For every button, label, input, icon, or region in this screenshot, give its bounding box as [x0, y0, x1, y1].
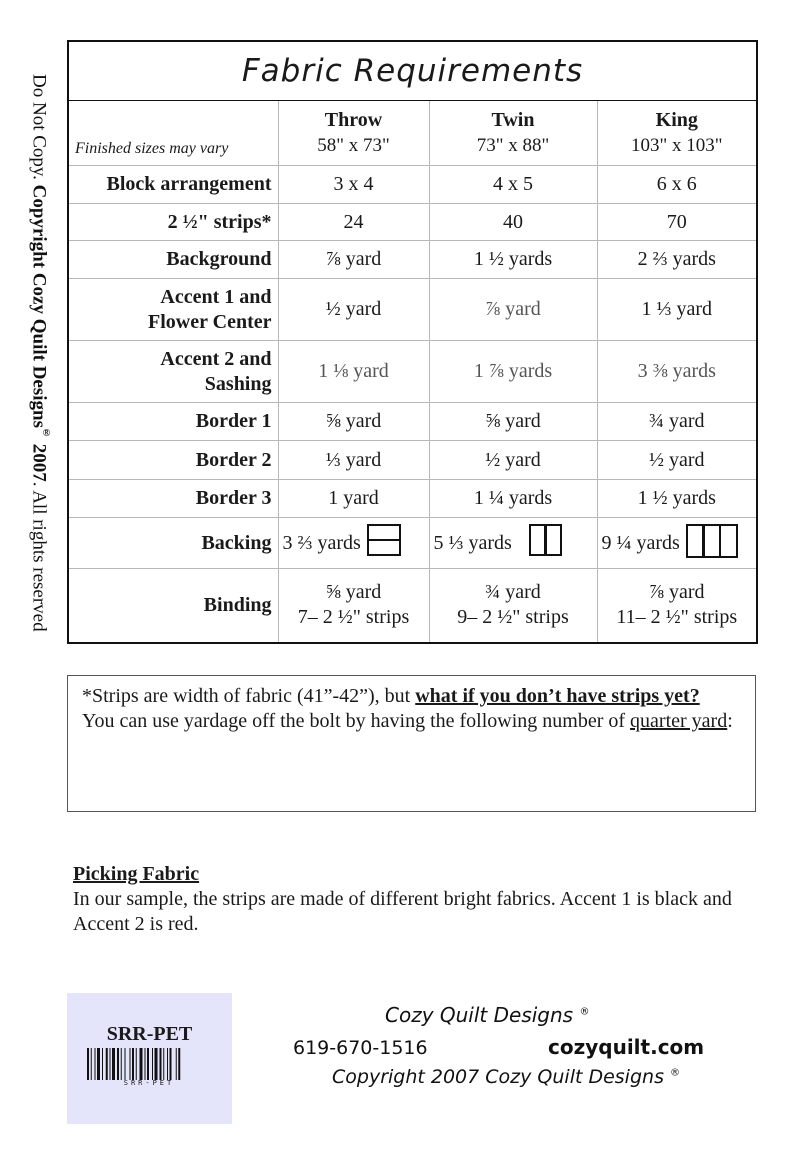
backing-panel — [367, 524, 401, 556]
cell-value: 6 x 6 — [597, 166, 757, 204]
cell-value: ½ yard — [278, 279, 429, 341]
table-row — [68, 518, 757, 569]
row-label: Binding — [68, 569, 278, 643]
strip-note-box — [67, 675, 756, 812]
backing-panel-icon — [367, 524, 401, 556]
table-row — [68, 204, 757, 241]
table-row — [68, 441, 757, 480]
cell-value: 2 ⅔ yards — [597, 241, 757, 279]
strip-note-colon: : — [727, 710, 733, 732]
cell-value: 3 x 4 — [278, 166, 429, 204]
binding-cell — [278, 569, 429, 643]
row-label-line: Sashing — [204, 372, 272, 395]
cell-value: ⅞ yard — [429, 279, 597, 341]
cell-value: ¾ yard — [485, 581, 541, 604]
cell-value: 1 ⅓ yard — [597, 279, 757, 341]
row-label: 2 ½" strips* — [68, 204, 278, 241]
cell-value: 24 — [278, 204, 429, 241]
cell-value: 1 ½ yards — [429, 241, 597, 279]
row-label: Background — [68, 241, 278, 279]
cell-value: 1 ¼ yards — [429, 480, 597, 518]
cell-value: ⅝ yard — [429, 403, 597, 441]
picking-fabric-heading: Picking Fabric — [73, 863, 200, 885]
footer-company — [385, 1003, 589, 1027]
cell-value: ⅝ yard — [325, 581, 382, 604]
footer-phone: 619-670-1516 — [293, 1037, 428, 1059]
cell-value-strips: 9– 2 ½" strips — [457, 606, 569, 629]
cell-value: 3 ⅜ yards — [597, 341, 757, 403]
backing-panel-icon — [529, 524, 563, 556]
size-header-row — [68, 101, 757, 166]
table-title: Fabric Requirements — [68, 41, 757, 101]
row-label — [68, 279, 278, 341]
cell-value: 1 ⅞ yards — [429, 341, 597, 403]
finished-size-note: Finished sizes may vary — [68, 101, 278, 166]
cell-value: ¾ yard — [597, 403, 757, 441]
product-code-box — [67, 993, 232, 1124]
cell-value: ⅓ yard — [278, 441, 429, 480]
table-row — [68, 166, 757, 204]
backing-cell — [597, 518, 757, 569]
row-label: Block arrangement — [68, 166, 278, 204]
cell-value: 1 ½ yards — [597, 480, 757, 518]
cell-value: ½ yard — [429, 441, 597, 480]
row-label: Border 3 — [68, 480, 278, 518]
registered-mark: ® — [670, 1067, 681, 1079]
row-label: Border 2 — [68, 441, 278, 480]
backing-panel — [719, 524, 738, 558]
binding-cell — [597, 569, 757, 643]
column-size: 103" x 103" — [631, 135, 723, 156]
strip-note-question: what if you don’t have strips yet? — [415, 685, 700, 707]
table-row — [68, 241, 757, 279]
barcode-icon — [87, 1048, 211, 1080]
cell-value: 1 yard — [278, 480, 429, 518]
table-row — [68, 341, 757, 403]
strip-note-text: *Strips are width of fabric (41”-42”), but — [82, 685, 416, 707]
cell-value: ½ yard — [597, 441, 757, 480]
cell-value: 3 ⅔ yards — [282, 531, 361, 554]
picking-fabric-body: In our sample, the strips are made of different bright fabrics. Accent 1 is black and Accent 2 is red. — [73, 888, 732, 935]
table-row — [68, 279, 757, 341]
cell-value: ⅞ yard — [278, 241, 429, 279]
fabric-requirements-table — [67, 40, 758, 644]
cell-value: 5 ⅓ yards — [433, 531, 512, 554]
cell-value: 1 ⅛ yard — [278, 341, 429, 403]
cell-value: ⅝ yard — [278, 403, 429, 441]
copyright-side-note: Do Not Copy. Copyright Cozy Quilt Designs® 2007. All rights reserved — [28, 74, 52, 632]
barcode-caption: SRR-PET — [123, 1079, 175, 1087]
backing-panel — [544, 524, 562, 556]
column-name: Twin — [491, 109, 535, 131]
cell-value-strips: 11– 2 ½" strips — [616, 606, 738, 629]
column-size: 58" x 73" — [317, 135, 390, 156]
footer-website: cozyquilt.com — [548, 1035, 705, 1059]
column-name: Throw — [324, 109, 383, 131]
cell-value: 4 x 5 — [429, 166, 597, 204]
cell-value: 40 — [429, 204, 597, 241]
row-label-line: Accent 1 and — [160, 285, 272, 308]
binding-cell — [429, 569, 597, 643]
column-header-twin — [429, 101, 597, 166]
cell-value: ⅞ yard — [649, 581, 705, 604]
table-row — [68, 403, 757, 441]
registered-mark: ® — [579, 1006, 590, 1018]
column-name: King — [655, 109, 698, 131]
cell-value: 9 ¼ yards — [601, 531, 680, 554]
backing-cell — [429, 518, 597, 569]
row-label — [68, 341, 278, 403]
picking-fabric-section — [73, 862, 763, 937]
backing-cell — [278, 518, 429, 569]
cell-value: 70 — [597, 204, 757, 241]
column-header-king — [597, 101, 757, 166]
column-header-throw — [278, 101, 429, 166]
row-label: Backing — [68, 518, 278, 569]
product-code: SRR-PET — [106, 1023, 193, 1045]
table-row — [68, 569, 757, 643]
backing-panel-icon — [686, 524, 738, 558]
row-label: Border 1 — [68, 403, 278, 441]
row-label-line: Accent 2 and — [160, 347, 272, 370]
cell-value-strips: 7– 2 ½" strips — [297, 606, 410, 629]
copyright-text: Copyright 2007 Cozy Quilt Designs — [332, 1066, 664, 1088]
quarter-yard-text: quarter yard — [630, 710, 728, 732]
strip-note-text: You can use yardage off the bolt by having the following number of — [82, 710, 631, 732]
column-size: 73" x 88" — [476, 135, 550, 156]
table-row — [68, 480, 757, 518]
row-label-line: Flower Center — [148, 310, 272, 333]
company-name: Cozy Quilt Designs — [385, 1003, 574, 1027]
footer-copyright — [332, 1066, 680, 1088]
